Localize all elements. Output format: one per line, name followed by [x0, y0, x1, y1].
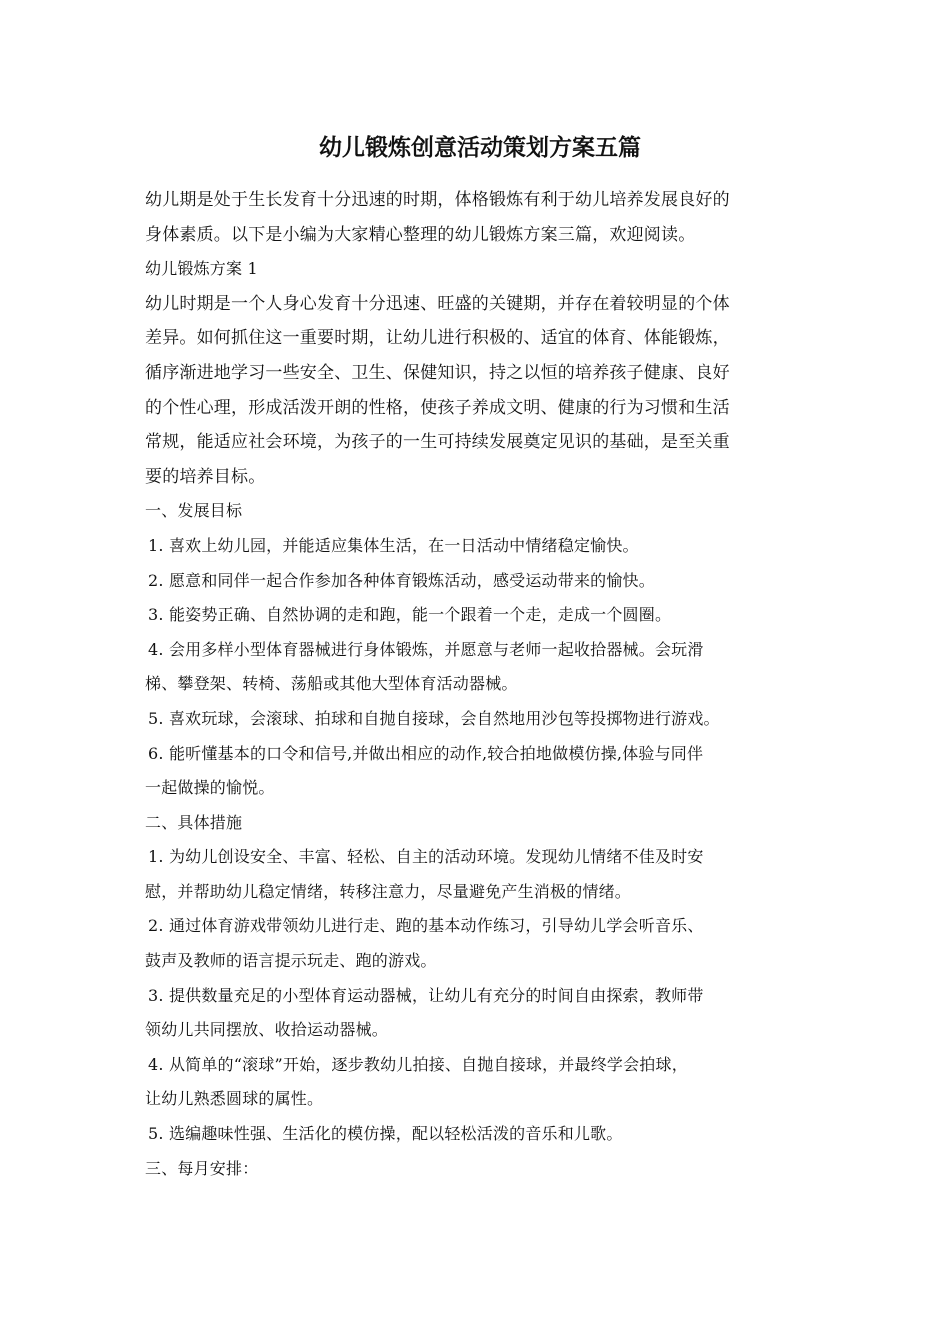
list-item-continuation: 领幼儿共同摆放、收拾运动器械。 [145, 1020, 389, 1040]
paragraph-line: 幼儿期是处于生长发育十分迅速的时期，体格锻炼有利于幼儿培养发展良好的 [145, 190, 730, 210]
list-item: 5. 选编趣味性强、生活化的模仿操，配以轻松活泼的音乐和儿歌。 [148, 1124, 623, 1144]
list-item: 1. 为幼儿创设安全、丰富、轻松、自主的活动环境。发现幼儿情绪不佳及时安 [148, 847, 704, 867]
list-item-continuation: 梯、攀登架、转椅、荡船或其他大型体育活动器械。 [145, 674, 518, 694]
section-heading: 二、具体措施 [145, 812, 243, 832]
list-item: 6. 能听懂基本的口令和信号,并做出相应的动作,较合拍地做模仿操,体验与同伴 [148, 743, 704, 763]
list-item: 1. 喜欢上幼儿园，并能适应集体生活，在一日活动中情绪稳定愉快。 [148, 535, 639, 555]
list-item: 2. 通过体育游戏带领幼儿进行走、跑的基本动作练习，引导幼儿学会听音乐、 [148, 916, 704, 936]
document-title: 幼儿锻炼创意活动策划方案五篇 [319, 134, 641, 161]
list-item: 2. 愿意和同伴一起合作参加各种体育锻炼活动，感受运动带来的愉快。 [148, 570, 655, 590]
list-item-continuation: 鼓声及教师的语言提示玩走、跑的游戏。 [145, 951, 437, 971]
paragraph-line: 常规，能适应社会环境，为孩子的一生可持续发展奠定见识的基础，是至关重 [145, 432, 730, 453]
section-heading: 一、发展目标 [145, 501, 243, 521]
section-heading: 幼儿锻炼方案 1 [145, 259, 258, 279]
paragraph-line: 身体素质。以下是小编为大家精心整理的幼儿锻炼方案三篇，欢迎阅读。 [145, 224, 696, 245]
paragraph-line: 要的培养目标。 [145, 466, 266, 487]
paragraph-line: 的个性心理，形成活泼开朗的性格，使孩子养成文明、健康的行为习惯和生活 [145, 397, 730, 418]
list-item-continuation: 慰，并帮助幼儿稳定情绪，转移注意力，尽量避免产生消极的情绪。 [145, 881, 632, 901]
list-item: 5. 喜欢玩球，会滚球、拍球和自抛自接球，会自然地用沙包等投掷物进行游戏。 [148, 708, 720, 728]
list-item: 3. 提供数量充足的小型体育运动器械，让幼儿有充分的时间自由探索，教师带 [148, 985, 704, 1005]
document-body [145, 183, 815, 1186]
list-item-continuation: 让幼儿熟悉圆球的属性。 [145, 1089, 324, 1109]
section-heading: 三、每月安排： [145, 1158, 259, 1178]
paragraph-line: 差异。如何抓住这一重要时期，让幼儿进行积极的、适宜的体育、体能锻炼， [145, 328, 730, 349]
paragraph-line: 循序渐进地学习一些安全、卫生、保健知识，持之以恒的培养孩子健康、良好 [145, 362, 730, 383]
list-item: 3. 能姿势正确、自然协调的走和跑，能一个跟着一个走，走成一个圆圈。 [148, 605, 672, 625]
list-item: 4. 从简单的“滚球”开始，逐步教幼儿拍接、自抛自接球，并最终学会拍球， [148, 1054, 688, 1074]
paragraph-line: 幼儿时期是一个人身心发育十分迅速、旺盛的关键期，并存在着较明显的个体 [145, 293, 730, 314]
list-item-continuation: 一起做操的愉悦。 [145, 778, 275, 798]
list-item: 4. 会用多样小型体育器械进行身体锻炼，并愿意与老师一起收拾器械。会玩滑 [148, 639, 704, 659]
